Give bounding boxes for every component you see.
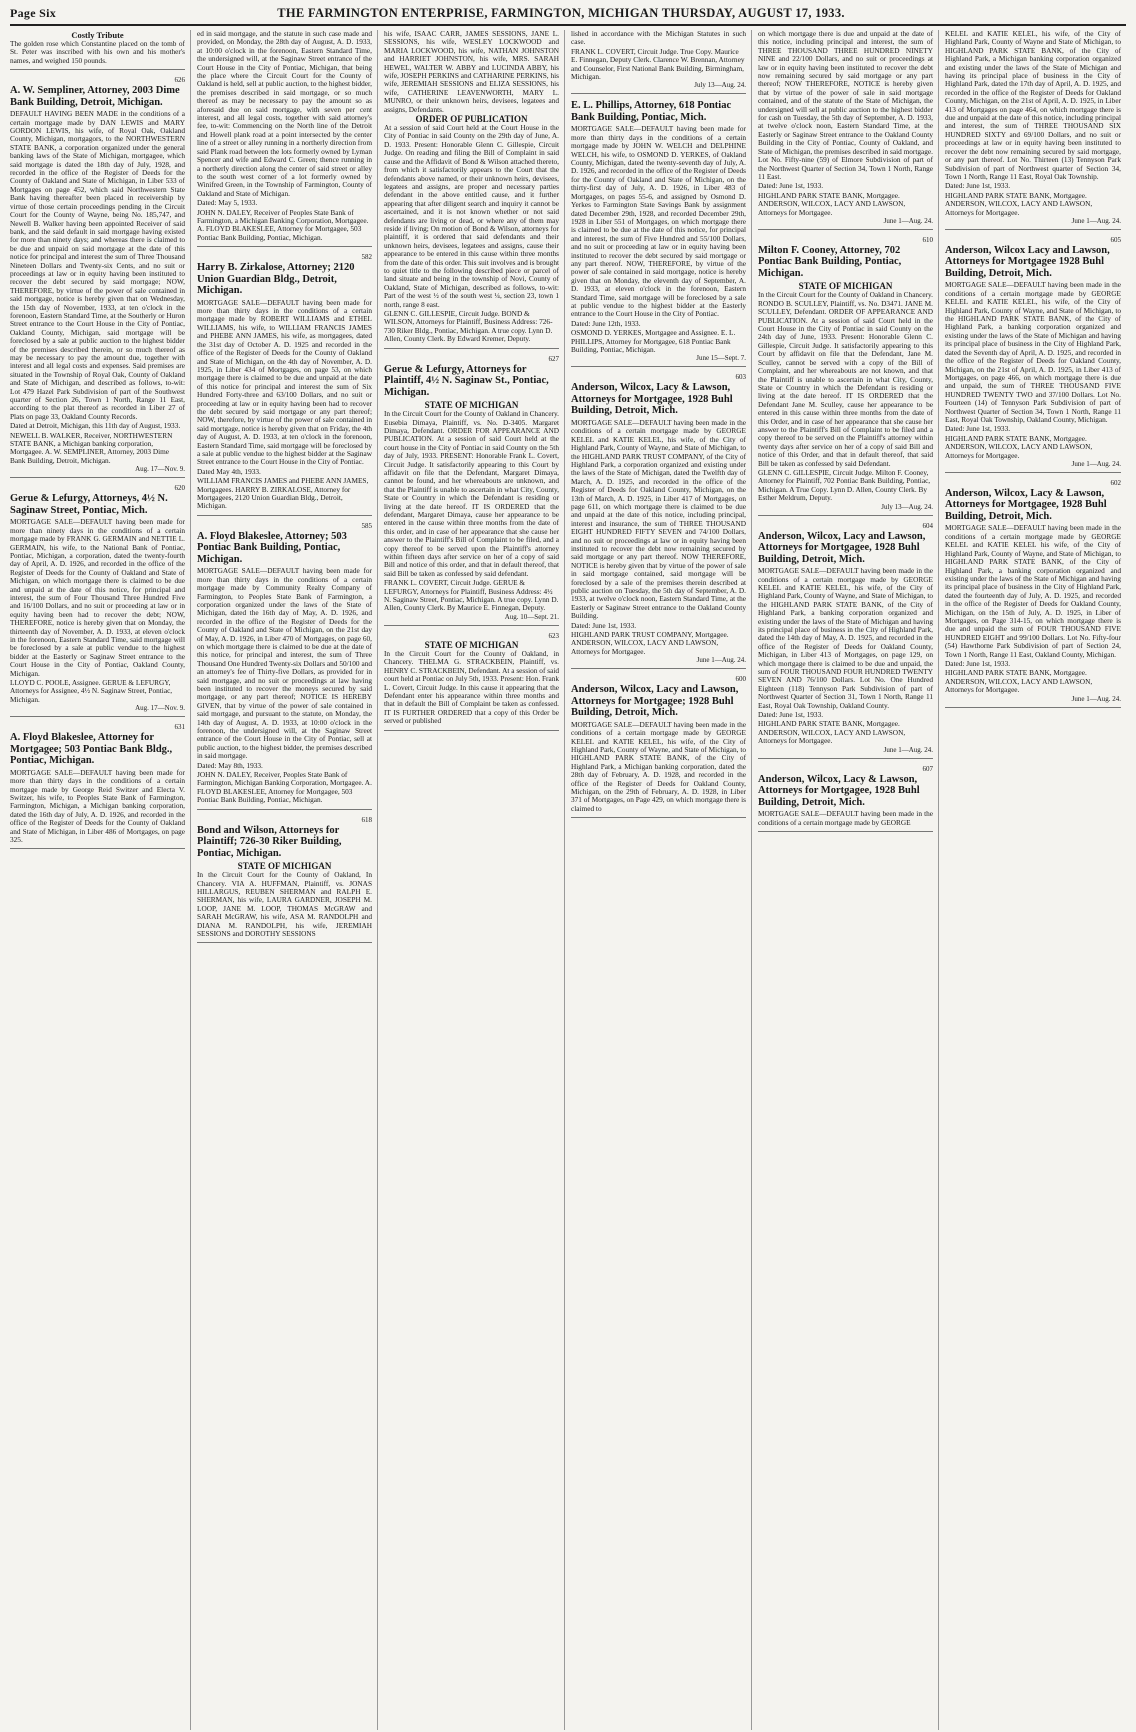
notice-publication-dates: July 13—Aug. 24. [881,502,933,511]
notice-number: 610 [922,235,933,244]
notice-body: MORTGAGE SALE—DEFAULT having been made in the conditions of a certain mortgage made by GEORGE KELEL and KATIE KELEL, his wife, of the City of Highland Park, County of Wayne, and State of Michigan, to the HIGHLAND PARK STATE BANK, of the City of Highland Park, a banking corporation organized and existing under the laws of the State of Michigan and having its principal place of business in the City of Highland Park, dated the Seventh day of April, A. D. 1925, and recorded in the office of the Register of Deeds for Oakland County, Michigan, on the 21st of April, A. D. 1925, in Liber 413 of Mortgages, on page 466, on which mortgage there is due and unpaid, the sum of THREE THOUSAND FIVE HUNDRED TWENTY TWO and 37/100 Dollars. Lot No. Fourteen (14) of Tennyson Park Subdivision of part of Northwest Quarter of Section 34, Town 1 North, Range 11 East, Royal Oak Township, Oakland County, Michigan. [945,280,1121,424]
notice-heading: Milton F. Cooney, Attorney, 702 Pontiac Bank Building, Pontiac, Michigan. [758,244,902,279]
notice-subheading: STATE OF MICHIGAN [424,639,519,650]
notice-publication-dates: June 1—Aug. 24. [883,745,933,754]
legal-notice-zirkalose [197,253,372,516]
notice-body: MORTGAGE SALE—DEFAULT having been made in the conditions of a certain mortgage made by GEORGE KELEL and KATIE KELEL, his wife, of the City of Highland Park, County of Wayne, and State of Michigan, to the HIGHLAND PARK STATE BANK, of the City of Highland Park, a banking corporation organized and existing under the laws of the State of Michigan and having its principal place of business in the City of Highland Park, dated the 14th day of May, A. D. 1925, and recorded in the office of the Register of Deeds for Oakland County, Michigan, in Liber 413 of Mortgages, on page 129, on which mortgage there is claimed to be due and unpaid, the sum of FOUR THOUSAND FOUR HUNDRED TWENTY SEVEN AND 76/100 Dollars. Lot No. One Hundred Eighteen (118) Tennyson Park Subdivision of part of Northwest Quarter of Section 31, Town 1 North, Range 11 East, Royal Oak Township, Oakland County. [758,566,933,710]
notice-heading: A. Floyd Blakeslee, Attorney for Mortgagee; 503 Pontiac Bank Bldg., Pontiac, Michigan. [10,732,173,767]
notice-number: 582 [361,253,372,262]
notice-body: MORTGAGE SALE—DEFAULT having been made for more than thirty days in the conditions of a certain mortgage made by ROBERT WILLIAMS and ETHEL WILLIAMS, his wife, to WILLIAM FRANCIS JAMES and PHEBE ANN JAMES, his wife, as mortgagees, dated the 31st day of October A. D. 1925 and recorded in the office of the Register of Deeds for the County of Oakland and State of Michigan, on the 4th day of November, A. D. 1925, in Liber 434 of Mortgages, on page 53, on which mortgage there is claimed to be due and unpaid at the date of this notice for principal and interest the sum of Six Hundred Forty-three and 63/100 Dollars, and no suit or proceeding at law or in equity having been had to recover the debt secured by said mortgage or any part thereof; NOW, therefore, by virtue of the power of sale contained in said mortgage, notice is hereby given that on Friday, the 4th day of August, A. D. 1933, at ten o'clock in the forenoon, Eastern Standard Time, said mortgage will be foreclosed by a sale at public vendue to the highest bidder at the Saginaw Street entrance to the Court House in the City of Pontiac. [197,297,373,467]
notice-signature: WILLIAM FRANCIS JAMES and PHEBE ANN JAMES, Mortgagees. HARRY B. ZIRKALOSE, Attorney for Mortgagees, 2120 Union Guardian Bldg., Detroit, Michigan. [197,476,369,511]
notice-signature: GLENN C. GILLESPIE, Circuit Judge. Milton F. Cooney, Attorney for Plaintiff, 702 Pontiac Bank Building, Pontiac, Michigan. A True Copy. Lynn D. Allen, County Clerk. By Esther Meldrum, Deputy. [758,467,931,503]
notice-publication-dates: June 1—Aug. 24. [1071,459,1121,468]
notice-body: In the Circuit Court for the County of Oakland in Chancery. Eusebia Dimaya, Plaintiff, vs. No. D-3405. Margaret Dimaya, Defendant. ORDER FOR APPEARANCE AND PUBLICATION. At a session of said Court held at the court house in the City of Pontiac in said County on the 5th day of July, 1933. PRESENT: Honorable Frank L. Covert, Circuit Judge. It satisfactorily appearing to this Court by affidavit on file that the Defendant, Margaret Dimaya, cannot be found, and her whereabouts are unknown, and that the Plaintiff is unable to ascertain in what City, County, State or Country in which the Defendant is residing or living at the date hereof. IT IS ORDERED that the defendant, Margaret Dimaya, cause her appearance to be entered in the cause within three months from the date of this order, and in case of her appearance that she cause her answer to the Plaintiff's Bill of Complaint to be filed, and a copy thereof to be served upon the Plaintiff's attorney within fifteen days after service on her of a copy of said Bill and notice of this order, and that in default thereof, that said Bill be taken as confessed by said defendant. [384,409,559,578]
tribute-text: The golden rose which Constantine placed on the tomb of St. Peter was inscribed with his own and his mother's names, and weighed 150 pounds. [10,39,185,65]
notice-heading: A. W. Sempliner, Attorney, 2003 Dime Bank Building, Detroit, Michigan. [10,85,180,108]
notice-publication-dates: Aug. 17—Nov. 9. [135,465,185,474]
notice-publication-dates: June 1—Aug. 24. [696,656,746,665]
notice-heading: Anderson, Wilcox Lacy and Lawson, Attorneys for Mortgagee 1928 Buhl Building, Detroit, Mich. [945,244,1110,279]
notice-signature: JOHN N. DALEY, Receiver of Peoples State Bank of Farmington, a Michigan Banking Corporation, Mortgagee. A. FLOYD BLAKESLEE, Attorney for Mortgagee, 503 Pontiac Bank Building, Pontiac, Michigan. [197,207,369,242]
notice-date: Dated: June 1st, 1933. [945,424,1011,434]
notice-body: MORTGAGE SALE—DEFAULT having been made in the conditions of a certain mortgage made by GEORGE [758,809,933,827]
tribute-title: Costly Tribute [71,30,124,40]
notice-number: 602 [1110,478,1121,487]
notice-signature: HIGHLAND PARK TRUST COMPANY, Mortgagee. ANDERSON, WILCOX, LACY AND LAWSON, Attorneys for Mortgagee. [571,630,729,656]
notice-number: 607 [922,764,933,773]
notice-signature: NEWELL B. WALKER, Receiver, NORTHWESTERN STATE BANK, a Michigan banking corporation, Mortgagee. A. W. SEMPLINER, Attorney, 2003 Dime Bank Building, Detroit, Michigan. [10,430,173,465]
newspaper-title: THE FARMINGTON ENTERPRISE, FARMINGTON, MICHIGAN THURSDAY, AUGUST 17, 1933. [277,6,845,20]
notice-body: In the Circuit Court for the County of Oakland, in Chancery. THELMA G. STRACKBEIN, Plaintiff, vs. HENRY C. STRACKBEIN, Defendant. At a session of said court held at Pontiac on July 5th, 1933. Present: Hon. Frank L. Covert, Circuit Judge. In this cause it appearing that the Defendant enter his appearance within three months and that in default the Bill of Complaint be taken as confessed. IT IS FURTHER ORDERED that a copy of this Order be served or published [384,648,559,726]
legal-notice-awlb-602 [945,479,1121,708]
legal-notice-awlb-607-continued [945,30,1121,230]
notice-date: Dated at Detroit, Michigan, this 11th day of August, 1933. [10,421,181,431]
notice-body: MORTGAGE SALE—DEFAULT having been made for more than ninety days in the conditions of a certain mortgage made by FRANK G. GERMAIN and NETTIE L. GERMAIN, his wife, to the National Bank of Pontiac, Pontiac, Michigan, a corporation, dated the twenty-fourth day of April, A. D. 1926, and recorded in the office of the Register of Deeds for the County of Oakland and State of Michigan, on which mortgage there is claimed to be due and unpaid at the date of this notice, for principal and interest, the sum of Four Thousand Three Hundred Five and 16/100 Dollars, and no suit or proceeding at law or in equity having been had to recover the debt; NOW, THEREFORE, notice is hereby given that on Monday, the thirteenth day of November, A. D. 1933, at eleven o'clock in the forenoon, Eastern Standard Time, said mortgage will be foreclosed by a sale at public vendue to the highest bidder at the Easterly or Saginaw Street entrance to the Court House in the City of Pontiac, Oakland County, Michigan. [10,517,185,678]
notice-signature: HIGHLAND PARK STATE BANK, Mortgagee. ANDERSON, WILCOX, LACY AND LAWSON, Attorneys for Mortgagee. [945,668,1093,695]
notice-heading: Harry B. Zirkalose, Attorney; 2120 Union Guardian Bldg., Detroit, Michigan. [197,262,355,297]
notice-body: MORTGAGE SALE—DEFAULT having been made for more than thirty days in the conditions of a certain mortgage made by Community Realty Company of Farmington, to Peoples State Bank of Farmington, a corporation organized under the laws of the State of Michigan, dated the 16th day of May, A. D. 1926, and recorded in the office of the Register of Deeds for the County of Oakland and State of Michigan, on the 21st day of May, A. D. 1926, in Liber 470 of Mortgages, on page 60, on which mortgage there is claimed to be due at the date of this notice, for principal and interest, the sum of Three Thousand One Hundred Twenty-six Dollars and 50/100 and an attorney's fee of Thirty-five Dollars, as provided for in said mortgage, and no suit or proceedings at law having been instituted to recover the moneys secured by said mortgage, or any part thereof; NOTICE IS HEREBY GIVEN, that by virtue of the power of sale contained in said mortgage, and pursuant to the statute, on Monday, the 14th day of August, A. D. 1933, at 10:00 o'clock in the forenoon, the undersigned will, at the Saginaw Street entrance of the Court House in the City of Pontiac, sell at public auction, to the highest bidder, the premises described in said mortgage. [197,566,372,761]
notice-body: DEFAULT HAVING BEEN MADE in the conditions of a certain mortgage made by DAN LEWIS and MARY GORDON LEWIS, his wife, of Royal Oak, Oakland County, Michigan, mortgagors, to the NORTHWESTERN STATE BANK, a corporation organized under the general banking laws of the State of Michigan, mortgagee, which said mortgage is dated the 18th day of July, 1928, and recorded in the office of the Register of Deeds for the County of Oakland and State of Michigan, in Liber 533 of Mortgages on page 452, which said Northwestern State Bank having thereafter been placed in receivership by virtue of those certain proceedings pending in the Circuit Court for the County of Wayne, being No. 185,747, and Newell B. Walker having been appointed Receiver of said bank, and the said default in said mortgage having existed for more than ninety days; and whereas there is claimed to be due and unpaid on said mortgage at the date of this notice for principal and interest the sum of Three Thousand Nineteen Dollars and Twenty-six Cents, and no suit or proceedings at law or in equity having been instituted to recover the debt secured by said mortgage; NOW, THEREFORE, by virtue of the power of sale contained in said mortgage, notice is hereby given that on Wednesday, the 15th day of November, 1933, at ten o'clock in the forenoon, Eastern Standard Time, at the Southerly or Huron Street entrance to the Court House in the City of Pontiac, Oakland County, Michigan, said mortgage will be foreclosed by a sale at public auction to the highest bidder of the premises described therein, or so much thereof as may be necessary to pay the amount due, together with interest and all legal costs and expenses. Said premises are situated in the Township of Royal Oak, County of Oakland and State of Michigan, and described as follows, to-wit: Lot 479 Hazel Park Subdivision of part of the Southwest quarter of Section 26, Town 1 North, Range 11 East, according to the plat thereof as recorded in Liber 27 of Plats on page 33, Oakland County Records. [10,109,185,421]
notice-subheading: ORDER OF PUBLICATION [415,114,528,125]
page-number: Page Six [10,6,57,20]
column-3 [384,30,565,1730]
notice-heading: E. L. Phillips, Attorney, 618 Pontiac Bank Building, Pontiac, Mich. [571,100,732,123]
legal-notice-awlb-603 [571,373,746,669]
legal-notice-awlb-604 [758,522,933,759]
notice-body: KELEL and KATIE KELEL, his wife, of the City of Highland Park, County of Wayne and State of Michigan, to HIGHLAND PARK STATE BANK, of the City of Highland Park, a Michigan banking corporation organized and existing under the laws of the State of Michigan and having its principal place of business in the City of Highland Park, dated the 17th day of April, A. D. 1925, and recorded in the office of the Register of Deeds for Oakland County, Michigan, on the 21st of April, A. D. 1925, in Liber 413 of Mortgages on page 464, on which mortgage there is due and unpaid at the date of this notice, including principal and interest, the sum of THREE THOUSAND SIX HUNDRED SIXTY and 69/100 Dollars, and no suit or proceedings at law or in equity having been instituted to recover the debt now remaining secured by said mortgage, or any part thereof. Lot No. Thirteen (13) Tennyson Park Subdivision of part of Northwest quarter of Section 34, Town 1 North, Range 11 East, Royal Oak Township. [945,30,1121,181]
notice-date: Dated: June 1st, 1933. [758,181,824,191]
notice-publication-dates: July 13—Aug. 24. [694,81,746,90]
notice-body: In the Circuit Court for the County of Oakland, In Chancery. VIA A. HUFFMAN, Plaintiff, vs. JONAS HILLARGUS, REUBEN SHERMAN and RALPH E. SHERMAN, his wife, LAURA GARDNER, JOSEPH M. LOOP, JANE M. LOOP, THOMAS McGRAW and SARAH McGRAW, his wife, ASA M. RANDOLPH and DIANA M. RANDOLPH, his wife, JEREMIAH SESSIONS and DOROTHY SESSIONS [197,870,372,939]
notice-body: MORTGAGE SALE—DEFAULT having been made for more than thirty days in the conditions of a certain mortgage made by JOHN W. WELCH and DELPHINE WELCH, his wife, to OSMOND D. YERKES, of Oakland County, Michigan, dated the twenty-seventh day of July, A. D. 1926, and recorded in the office of the Register of Deeds for the County of Oakland and State of Michigan, on the thirty-first day of July, A. D. 1926, in Liber 483 of Mortgages, on pages 55-6, and assigned by Osmond D. Yerkes to Farmington State Savings Bank by assignment dated December 29th, 1928, and recorded December 29th, 1928 in Liber 551 of Mortgages, on which mortgage there is claimed to be due at the date of this notice, for principal and interest, the sum of Five Hundred and 55/100 Dollars, and no suit or proceeding at law or in equity having been instituted to recover the debt secured by said mortgage or any part thereof. NOW, THEREFORE, by virtue of the power of sale contained in said mortgage, notice is hereby given that on Monday, the eleventh day of September, A. D. 1933, at eleven o'clock in the forenoon, Eastern Standard Time, said mortgage will be foreclosed by a sale at public vendue to the highest bidder at the Easterly entrance to the Court House in the City of Pontiac. [571,124,746,319]
notice-heading: A. Floyd Blakeslee, Attorney; 503 Pontiac Bank Building, Pontiac, Michigan. [197,530,347,565]
notice-date: Dated: May 5, 1933. [197,198,258,208]
notice-heading: Anderson, Wilcox, Lacy and Lawson, Attorneys for Mortgagee; 1928 Buhl Building, Detroit, Mich. [571,684,739,719]
notice-number: 603 [735,373,746,382]
notice-body: MORTGAGE SALE—DEFAULT having been made for more than thirty days in the conditions of a certain mortgage made by George Reid Switzer and Electa V. Switzer, his wife, to Peoples State Bank of Farmington, Farmington, Michigan, a Michigan banking corporation, dated the 16th day of July, A. D. 1926, and recorded in the office of the Register of Deeds for the County of Oakland and State of Michigan, in Liber 486 of Mortgages, on page 325. [10,767,185,844]
notice-number: 623 [548,631,559,640]
legal-notice-dimaya [384,355,559,626]
notice-number: 604 [922,521,933,530]
notice-number: 600 [735,675,746,684]
notice-date: Dated: June 12th, 1933. [571,318,641,328]
notice-signature: HIGHLAND PARK STATE BANK, Mortgagee. ANDERSON, WILCOX, LACY AND LAWSON, Attorneys for Mortgagee. [945,433,1093,460]
notice-heading: Anderson, Wilcox, Lacy & Lawson, Attorneys for Mortgagee, 1928 Buhl Building, Detroit, Mich. [945,487,1107,522]
legal-notice-awlb-607 [758,765,933,832]
notice-publication-dates: Aug. 10—Sept. 21. [504,612,559,621]
tribute-item [10,30,185,70]
notice-body: MORTGAGE SALE—DEFAULT having been made in the conditions of a certain mortgage made by GEORGE KELEL and KATIE KELEL, his wife, of the City of Highland Park, County of Wayne, and State of Michigan, to HIGHLAND PARK STATE BANK, of the City of Highland Park, a Michigan banking corporation, dated the 28th day of February, A. D. 1928, and recorded in the office of the Register of Deeds for Oakland County, Michigan, on the 29th of February, A. D. 1928, in Liber 371 of Mortgages, on Page 429, on which mortgage there is claimed to [571,719,746,813]
legal-notice-strackbein [384,632,559,731]
legal-notice-peoples-continued [197,30,372,247]
masthead [10,6,1126,26]
notice-date: Dated: June 1st, 1933. [758,710,824,719]
notice-signature: LLOYD C. POOLE, Assignee. GERUE & LEFURGY, Attorneys for Assignee, 4½ N. Saginaw Street, Pontiac, Michigan. [10,678,173,704]
notice-publication-dates: June 15—Sept. 7. [696,354,746,363]
legal-notice-covert-continued [571,30,746,94]
notice-date: Dated: June 1st, 1933. [945,181,1011,191]
notice-subheading: STATE OF MICHIGAN [798,281,893,292]
notice-body: on which mortgage there is due and unpaid at the date of this notice, including principal and interest, the sum of THREE THOUSAND THREE HUNDRED NINETY NINE and 22/100 Dollars, and no suit or proceedings at law or in equity having been instituted to recover the debt now remaining secured by said mortgage or any part thereof; NOW THEREFORE, NOTICE is hereby given that by virtue of the power of sale in said mortgage contained, and of the statute of the State of Michigan, the undersigned will sell at public auction to the highest bidder for cash on Tuesday, the 5th day of September, A. D. 1933, at twelve o'clock noon, Eastern Standard Time, at the Easterly or Saginaw Street entrance to the Oakland County Building in the City of Pontiac, County of Oakland, and State of Michigan, the premises described in said mortgage. Lot No. Fifty-nine (59) of Elmore Subdivision of part of the Northwest Quarter of Section 34, Town 1 North, Range 11 East. [758,30,933,181]
column-4 [571,30,752,1730]
legal-notice-sempliner [10,76,185,478]
notice-body: his wife, ISAAC CARR, JAMES SESSIONS, JANE L. SESSIONS, his wife, WESLEY LOCKWOOD and MARIA LOCKWOOD, his wife, NATHAN JOHNSTON and HARRIET JOHNSTON, his wife, MRS. SARAH HEWEL, WALTER W. ABBY and LUCINDA ABBY, his wife, JOSEPH PERKINS and CATHARINE PERKINS, his wife, JEREMIAH SESSIONS and ELIZA SESSIONS, his wife, CATHERINE LEAVENWORTH, MARY L. MUNRO, or their unknown heirs, devisees, legatees and assigns, Defendants. [384,30,559,114]
columns [10,30,1126,1730]
notice-subheading: STATE OF MICHIGAN [237,861,332,872]
notice-heading: Gerue & Lefurgy, Attorneys, 4½ N. Saginaw Street, Pontiac, Mich. [10,493,168,516]
notice-signature: HIGHLAND PARK STATE BANK, Mortgagee. ANDERSON, WILCOX, LACY AND LAWSON, Attorneys for Mortgagee. [758,719,906,746]
legal-notice-bond-wilson [197,816,372,944]
legal-notice-blakeslee-1 [10,723,185,849]
notice-number: 605 [1110,235,1121,244]
notice-signature: HIGHLAND PARK STATE BANK, Mortgagee. ANDERSON, WILCOX, LACY AND LAWSON, Attorneys for Mortgagee. [945,190,1093,217]
notice-body: ed in said mortgage, and the statute in such case made and provided, on Monday, the 28th day of August, A. D. 1933, at 10:00 o'clock in the forenoon, Eastern Standard Time, the undersigned will, at the Saginaw Street entrance of the Court House in the City of Pontiac, Michigan, that being the place where the Circuit Court for the County of Oakland is held, sell at public auction, to the highest bidder, the premises described in said mortgage, or so much thereof as may be necessary to pay the amount so as aforesaid due on said mortgage, with seven per cent interest, and all legal costs, together with said attorney's fee, to-wit: Commencing on the North line of the Detroit and Howell plank road at a point intersected by the center line of a street or alley running in a northerly direction from said Plank road between the lots formerly owned by Lyman Spencer and wife and Edward C. Green; thence running in a northerly direction along the center of said street or alley to the south west corner of a lot formerly owned by Winifred Green, in the Township of Farmington, County of Oakland and State of Michigan. [197,30,372,198]
notice-signature: JOHN N. DALEY, Receiver, Peoples State Bank of Farmington, Michigan Banking Corporation, Mortgagee. A. FLOYD BLAKESLEE, Attorney for Mortgagee, 503 Pontiac Bank Building, Pontiac, Michigan. [197,770,372,805]
notice-body-2: At a session of said Court held at the Court House in the City of Pontiac in said County on the 29th day of June, A. D. 1933. Present: Honorable Glenn C. Gillespie, Circuit Judge. On reading and filing the Bill of Complaint in said cause and the Affidavit of Bond & Wilson attached thereto, from which it satisfactorily appears to the Court that the defendants above named, or their unknown heirs, devisees, legatees and assigns, are proper and necessary parties defendant in the above entitled cause, and it further appearing that after diligent search and inquiry it cannot be ascertained, and it is not known whether or not said defendants are living or dead, or where any of them may reside if living; On motion of Bond & Wilson, attorneys for plaintiff, it is ordered that said defendants and their unknown heirs, devisees, legatees and assigns, cause their appearance to be entered in this cause within three months from the date of this order. This suit involves and is brought to quiet title to the following described piece or parcel of land situate and being in the township of Novi, County of Oakland, State of Michigan, described as follows, to-wit: Part of the west ½ of the south west ¼, section 23, town 1 north, range 8 east. [384,123,559,309]
legal-notice-awlb-605 [945,236,1121,473]
notice-number: 620 [174,484,185,493]
notice-publication-dates: Aug. 17—Nov. 9. [135,704,185,713]
notice-publication-dates: June 1—Aug. 24. [883,216,933,225]
column-5 [758,30,939,1730]
notice-subheading: STATE OF MICHIGAN [424,400,519,411]
legal-notice-gerue-germain [10,484,185,717]
column-1 [10,30,191,1730]
legal-notice-cooney [758,236,933,516]
legal-notice-phillips [571,100,746,367]
legal-notice-blakeslee-2 [197,522,372,810]
notice-body: lished in accordance with the Michigan Statutes in such case. [571,30,746,47]
notice-number: 626 [174,76,185,85]
notice-number: 585 [361,521,372,530]
notice-signature: OSMOND D. YERKES, Mortgagee and Assignee. E. L. PHILLIPS, Attorney for Mortgagee, 618 Pontiac Bank Building, Pontiac, Michigan. [571,328,736,354]
notice-body: MORTGAGE SALE—DEFAULT having been made in the conditions of a certain mortgage made by GEORGE KELEL and KATIE KELEL his wife, of the City of Highland Park, County of Wayne, and State of Michigan, to HIGHLAND PARK STATE BANK, of the City of Highland Park, a banking corporation organized and existing under the laws of the State of Michigan and having its principal place of business in the City of Highland Park, dated the fourteenth day of July, A. D. 1925, and recorded in the office of the Register of Deeds for Oakland County, Michigan, on the 15th of July, A. D. 1925, in Liber of Mortgages, on Page 314-15, on which mortgage there is due and unpaid the sum of FOUR THOUSAND FIVE HUNDRED EIGHT and 99/100 Dollars. Lot No. Fifty-four (54) Hawthorne Park Subdivision of part of Section 24, Town 1 North, Range 11 East, Oakland County, Michigan. [945,523,1121,659]
legal-notice-awlb-600 [571,675,746,818]
notice-signature: FRANK L. COVERT, Circuit Judge. True Copy. Maurice E. Finnegan, Deputy Clerk. Clarence W. Brennan, Attorney and Counselor, First National Bank Building, Birmingham, Michigan. [571,46,745,82]
legal-notice-bond-wilson-continued [384,30,559,349]
notice-date: Dated: June 1st, 1933. [945,658,1011,668]
notice-heading: Anderson, Wilcox, Lacy & Lawson, Attorneys for Mortgagee, 1928 Buhl Building, Detroit, Mich. [571,382,733,417]
notice-body: In the Circuit Court for the County of Oakland in Chancery. RONDO B. SCULLEY, Plaintiff, vs. No. D3471. JANE M. SCULLEY, Defendant. ORDER OF APPEARANCE AND PUBLICATION. At a session of said Court held in the Court House in the City of Pontiac in said County on the 24th day of June, 1933. Present: Honorable Glenn C. Gillespie, Circuit Judge. It satisfactorily appearing to this Court by affidavit on file that the Defendant, Jane M. Sculley, cannot be served with a copy of the Bill of Complaint, and her whereabouts are not known, and that the Plaintiff is unable to ascertain in what City, County, State or Country in which the Defendant is residing or living at the date hereof. IT IS ORDERED that the Defendant Jane M. Sculley, cause her appearance to be entered in this cause within three months from the date of this Order, and in case of her appearance that she cause her answer to the Plaintiff's Bill of Complaint to be filed and a copy thereof to be served on the Plaintiff's attorney within twenty days after service on her of a copy of said Bill and notice of this Order, and that in default thereof, that said Bill be taken as confessed by said Defendant. [758,290,933,468]
notice-signature: FRANK L. COVERT, Circuit Judge. GERUE & LEFURGY, Attorneys for Plaintiff, Business Address: 4½ N. Saginaw Street, Pontiac, Michigan. A true copy. Lynn D. Allen, County Clerk. By Maurice E. Finnegan, Deputy. [384,578,559,613]
legal-notice-awlb-600-continued [758,30,933,230]
notice-date: Dated: June 1st, 1933. [571,620,637,630]
notice-date: Dated: May 8th, 1933. [197,760,263,770]
notice-heading: Anderson, Wilcox, Lacy & Lawson, Attorneys for Mortgagee, 1928 Buhl Building, Detroit, Mich. [758,773,920,808]
notice-publication-dates: June 1—Aug. 24. [1071,694,1121,703]
notice-publication-dates: June 1—Aug. 24. [1071,216,1121,225]
notice-date: Dated May 4th, 1933. [197,466,261,476]
notice-number: 631 [174,723,185,732]
notice-signature: HIGHLAND PARK STATE BANK, Mortgagee. ANDERSON, WILCOX, LACY AND LAWSON, Attorneys for Mortgagee. [758,190,906,217]
column-2 [197,30,378,1730]
column-6 [945,30,1126,1730]
notice-heading: Bond and Wilson, Attorneys for Plaintiff; 726-30 Riker Building, Pontiac, Michigan. [197,824,342,859]
notice-heading: Gerue & Lefurgy, Attorneys for Plaintiff, 4½ N. Saginaw St., Pontiac, Michigan. [384,363,549,398]
notice-signature: GLENN C. GILLESPIE, Circuit Judge. BOND & WILSON, Attorneys for Plaintiff, Business Address: 726-730 Riker Bldg., Pontiac, Michigan. A true copy. Lynn D. Allen, County Clerk. By Edward Kremer, Deputy. [384,309,553,344]
notice-body: MORTGAGE SALE—DEFAULT having been made in the conditions of a certain mortgage made by GEORGE KELEL and KATIE KELEL, his wife, of the City of Highland Park, County of Wayne, and State of Michigan, to the HIGHLAND PARK TRUST COMPANY, of the City of Highland Park, a corporation organized and existing under the laws of the State of Michigan, dated the Twelfth day of March, A. D. 1925, and recorded in the office of the Register of Deeds for Oakland County, Michigan, on the 13th of March, A. D. 1925, in Liber 417 of Mortgages, on page 611, on which mortgage there is claimed to be due and unpaid at the date of this notice, including principal, interest and insurance, the sum of THREE THOUSAND EIGHT HUNDRED FIFTY SEVEN and 74/100 Dollars, and no suit or proceedings at law or in equity having been instituted to recover the debt now remaining secured by said mortgage or any part thereof. NOW THEREFORE, NOTICE is hereby given that by virtue of the power of sale in said mortgage contained, said mortgage will be foreclosed by a sale of the premises therein described at public auction on Tuesday, the 5th day of September, A. D. 1933, at twelve o'clock noon, Eastern Standard Time, at the Easterly or Saginaw Street entrance to the Oakland County Building. [571,417,746,621]
notice-heading: Anderson, Wilcox, Lacy and Lawson, Attorneys for Mortgagee, 1928 Buhl Building, Detroit, Mich. [758,530,926,565]
notice-number: 627 [548,354,559,363]
notice-number: 618 [361,815,372,824]
